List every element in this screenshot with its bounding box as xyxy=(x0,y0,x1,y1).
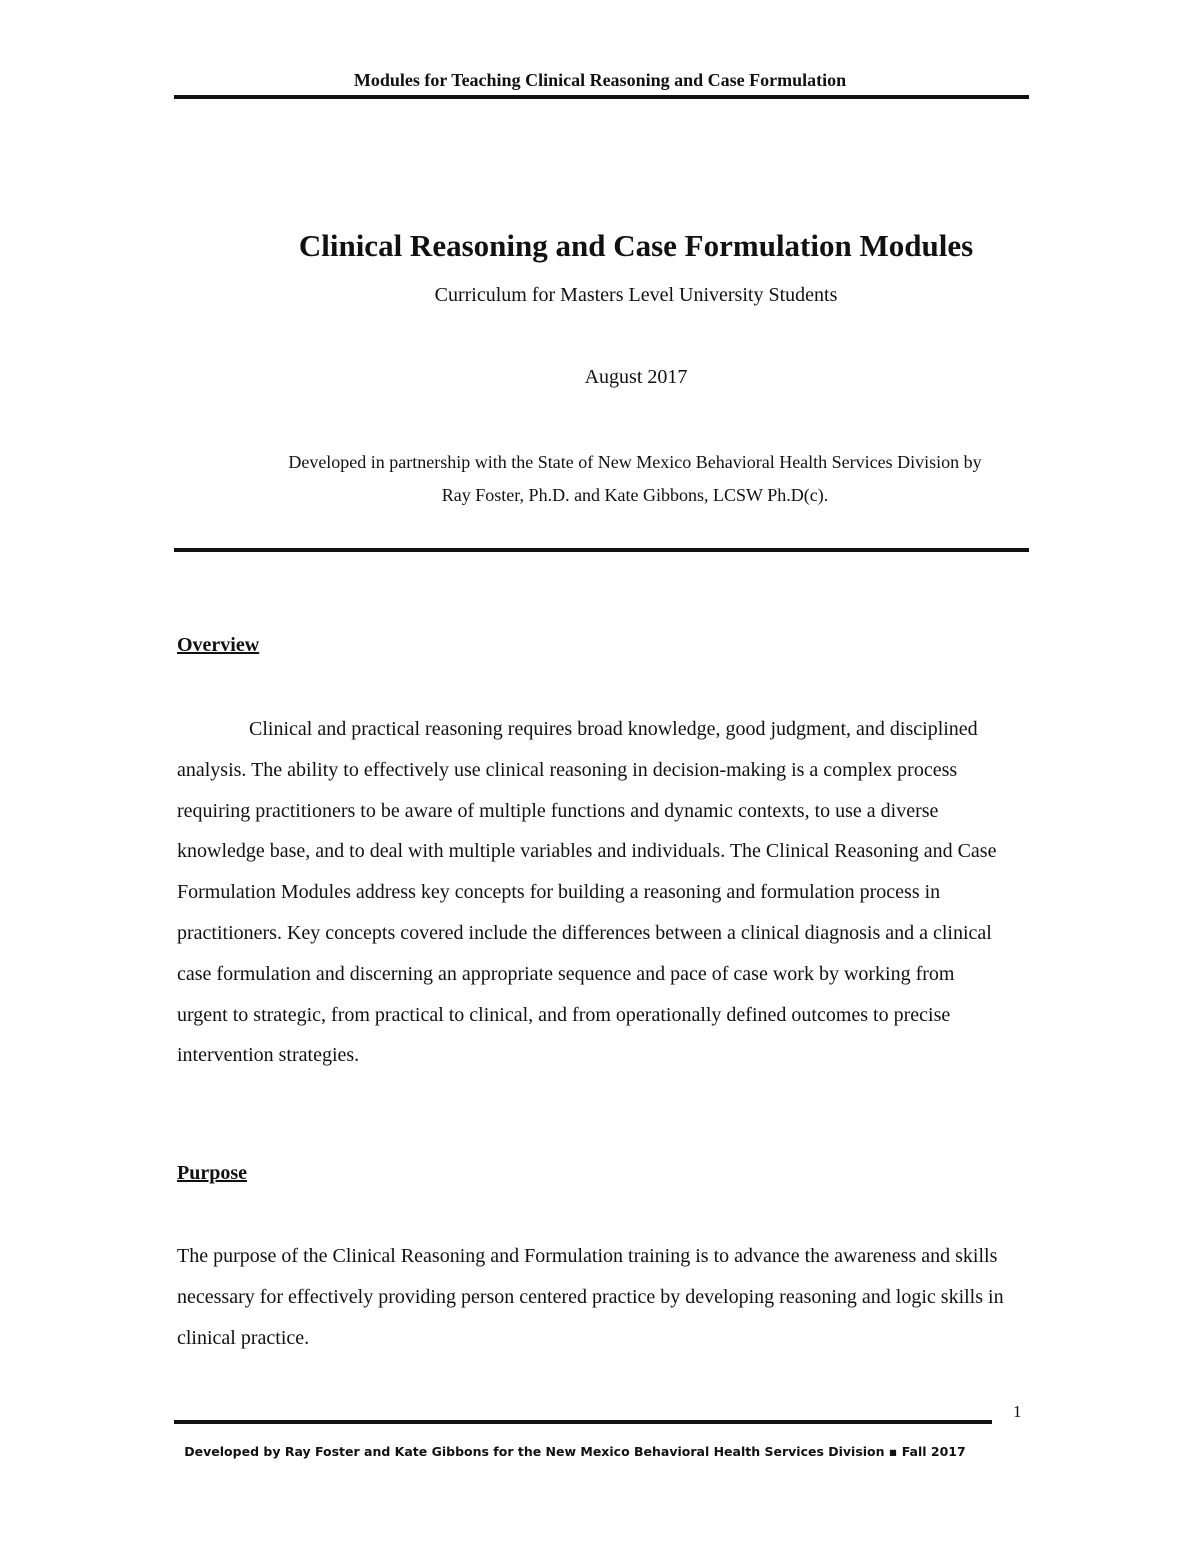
footer-text: Developed by Ray Foster and Kate Gibbons for the New Mexico Behavioral Health Services Division ▪ Fall 2017 xyxy=(184,1444,966,1459)
header-rule xyxy=(174,95,1029,99)
document-title: Clinical Reasoning and Case Formulation Modules xyxy=(298,228,974,263)
purpose-heading: Purpose xyxy=(177,1162,247,1184)
credits xyxy=(240,446,1030,512)
running-header: Modules for Teaching Clinical Reasoning and Case Formulation xyxy=(353,70,847,90)
footer-rule xyxy=(174,1420,992,1424)
page-number: 1 xyxy=(1013,1402,1022,1421)
credits-line-1: Developed in partnership with the State of New Mexico Behavioral Health Services Division by xyxy=(288,452,982,472)
document-subtitle: Curriculum for Masters Level University Students xyxy=(434,284,838,306)
credits-line-2: Ray Foster, Ph.D. and Kate Gibbons, LCSW Ph.D(c). xyxy=(441,485,829,505)
document-date: August 2017 xyxy=(584,366,688,388)
purpose-paragraph: The purpose of the Clinical Reasoning and Formulation training is to advance the awareness and skills necessary for effectively providing person centered practice by developing reasoning and logic skills in clinical practice. xyxy=(177,1245,1004,1349)
title-divider-rule xyxy=(174,548,1029,552)
overview-heading: Overview xyxy=(177,634,260,656)
overview-paragraph: Clinical and practical reasoning requires broad knowledge, good judgment, and disciplined analysis. The ability to effectively use clinical reasoning in decision-making is a complex process requiring practitioners to be aware of multiple functions and dynamic contexts, to use a diverse knowledge base, and to deal with multiple variables and individuals. The Clinical Reasoning and Case Formulation Modules address key concepts for building a reasoning and formulation process in practitioners. Key concepts covered include the differences between a clinical diagnosis and a clinical case formulation and discerning an appropriate sequence and pace of case work by working from urgent to strategic, from practical to clinical, and from operationally defined outcomes to precise intervention strategies. xyxy=(177,718,997,1067)
